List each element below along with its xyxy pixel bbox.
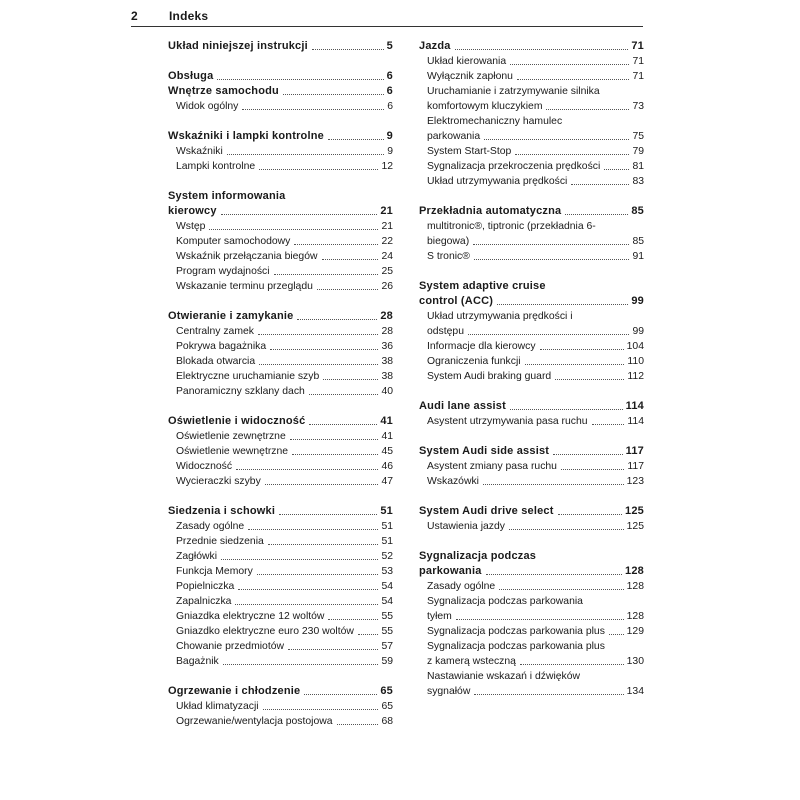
toc-page-number: 65 xyxy=(380,685,393,697)
toc-title: Obsługa xyxy=(168,70,214,82)
toc-entry[interactable] xyxy=(168,324,393,339)
dot-leader xyxy=(259,169,378,170)
toc-title: Oświetlenie wewnętrzne xyxy=(176,446,289,457)
toc-entry[interactable] xyxy=(419,54,644,69)
toc-page-number: 51 xyxy=(380,505,393,517)
toc-title: Widoczność xyxy=(176,461,233,472)
toc-title: Chowanie przedmiotów xyxy=(176,641,285,652)
dot-leader xyxy=(236,469,378,470)
toc-entry[interactable] xyxy=(419,144,644,159)
page-number: 2 xyxy=(131,9,138,23)
dot-leader xyxy=(221,559,378,560)
toc-title: Przekładnia automatyczna xyxy=(419,205,562,217)
toc-left-column xyxy=(168,39,393,729)
toc-heading[interactable] xyxy=(419,444,644,459)
dot-leader xyxy=(258,334,378,335)
dot-leader xyxy=(322,259,379,260)
toc-title: odstępu xyxy=(427,326,464,337)
dot-leader xyxy=(304,694,377,695)
dot-leader xyxy=(604,169,629,170)
dot-leader xyxy=(323,379,378,380)
toc-section xyxy=(168,129,393,174)
dot-leader xyxy=(474,259,630,260)
toc-title: S tronic® xyxy=(427,251,470,262)
toc-title: Układ klimatyzacji xyxy=(176,701,259,712)
toc-entry[interactable] xyxy=(168,384,393,399)
toc-title: Zasady ogólne xyxy=(176,521,245,532)
toc-entry[interactable] xyxy=(419,174,644,189)
toc-page-number: 54 xyxy=(381,581,393,592)
toc-page-number: 99 xyxy=(632,326,644,337)
toc-page-number: 117 xyxy=(627,461,644,472)
toc-page-number: 85 xyxy=(632,236,644,247)
dot-leader xyxy=(553,454,623,455)
dot-leader xyxy=(520,664,624,665)
dot-leader xyxy=(499,589,623,590)
toc-heading[interactable] xyxy=(419,204,644,219)
dot-leader xyxy=(290,439,379,440)
dot-leader xyxy=(217,79,383,80)
toc-title: Audi lane assist xyxy=(419,400,506,412)
toc-entry[interactable] xyxy=(419,99,644,114)
toc-title: Wskaźniki xyxy=(176,146,223,157)
toc-title: System Start-Stop xyxy=(427,146,512,157)
dot-leader xyxy=(270,349,378,350)
toc-title: Wskazanie terminu przeglądu xyxy=(176,281,313,292)
toc-entry[interactable] xyxy=(168,429,393,444)
toc-heading[interactable] xyxy=(419,399,644,414)
toc-entry[interactable] xyxy=(419,249,644,264)
toc-entry[interactable] xyxy=(168,99,393,114)
toc-page-number: 54 xyxy=(381,596,393,607)
toc-page-number: 45 xyxy=(381,446,393,457)
toc-page-number: 22 xyxy=(381,236,393,247)
toc-title: kierowcy xyxy=(168,205,217,217)
toc-title: Ogrzewanie/wentylacja postojowa xyxy=(176,716,333,727)
toc-page-number: 5 xyxy=(386,40,393,52)
toc-title: Jazda xyxy=(419,40,451,52)
toc-heading[interactable] xyxy=(168,504,393,519)
toc-title: Bagażnik xyxy=(176,656,219,667)
toc-entry[interactable] xyxy=(168,279,393,294)
dot-leader xyxy=(263,709,379,710)
toc-heading[interactable] xyxy=(419,564,644,579)
toc-page-number: 117 xyxy=(625,445,644,457)
toc-entry-line: Układ utrzymywania prędkości i xyxy=(427,311,573,322)
toc-entry[interactable] xyxy=(168,459,393,474)
toc-heading-line: System informowania xyxy=(168,190,286,202)
dot-leader xyxy=(525,364,625,365)
toc-heading[interactable] xyxy=(168,414,393,429)
toc-entry-line: Elektromechaniczny hamulec xyxy=(427,116,563,127)
toc-title: Panoramiczny szklany dach xyxy=(176,386,305,397)
toc-page-number: 125 xyxy=(625,505,644,517)
toc-entry[interactable] xyxy=(168,639,393,654)
toc-heading[interactable] xyxy=(168,69,393,84)
toc-title: Ustawienia jazdy xyxy=(427,521,505,532)
toc-entry[interactable] xyxy=(168,594,393,609)
toc-heading-line: Sygnalizacja podczas xyxy=(419,550,537,562)
toc-heading-line: System adaptive cruise xyxy=(419,280,546,292)
toc-page-number: 55 xyxy=(381,626,393,637)
toc-title: Ogrzewanie i chłodzenie xyxy=(168,685,301,697)
toc-entry[interactable] xyxy=(168,444,393,459)
dot-leader xyxy=(279,514,377,515)
toc-section xyxy=(168,39,393,54)
toc-page-number: 9 xyxy=(387,146,393,157)
dot-leader xyxy=(209,229,378,230)
toc-entry[interactable] xyxy=(419,339,644,354)
toc-title: Oświetlenie zewnętrzne xyxy=(176,431,286,442)
toc-title: Lampki kontrolne xyxy=(176,161,256,172)
toc-entry[interactable] xyxy=(168,219,393,234)
toc-title: Gniazdko elektryczne euro 230 woltów xyxy=(176,626,354,637)
dot-leader xyxy=(468,334,629,335)
toc-section xyxy=(168,309,393,399)
toc-page-number: 25 xyxy=(381,266,393,277)
toc-page-number: 53 xyxy=(381,566,393,577)
toc-title: Widok ogólny xyxy=(176,101,239,112)
toc-page-number: 38 xyxy=(381,356,393,367)
toc-entry[interactable] xyxy=(419,654,644,669)
dot-leader xyxy=(248,529,378,530)
dot-leader xyxy=(337,724,379,725)
dot-leader xyxy=(288,649,378,650)
toc-entry[interactable] xyxy=(168,654,393,669)
toc-entry[interactable] xyxy=(168,579,393,594)
toc-title: Oświetlenie i widoczność xyxy=(168,415,306,427)
toc-entry[interactable] xyxy=(168,549,393,564)
toc-title: Wnętrze samochodu xyxy=(168,85,279,97)
toc-title: Otwieranie i zamykanie xyxy=(168,310,294,322)
toc-heading[interactable] xyxy=(168,204,393,219)
toc-page-number: 91 xyxy=(632,251,644,262)
toc-page-number: 110 xyxy=(627,356,644,367)
toc-entry[interactable] xyxy=(168,369,393,384)
dot-leader xyxy=(546,109,629,110)
toc-title: Funkcja Memory xyxy=(176,566,253,577)
toc-page-number: 28 xyxy=(381,326,393,337)
dot-leader xyxy=(515,154,629,155)
toc-page-number: 51 xyxy=(381,536,393,547)
toc-title: System Audi drive select xyxy=(419,505,554,517)
toc-page-number: 65 xyxy=(381,701,393,712)
toc-section xyxy=(419,399,644,429)
dot-leader xyxy=(455,49,629,50)
toc-page-number: 6 xyxy=(387,101,393,112)
toc-entry-line: Sygnalizacja podczas parkowania xyxy=(427,596,583,607)
dot-leader xyxy=(456,619,624,620)
toc-page-number: 46 xyxy=(381,461,393,472)
toc-page-number: 71 xyxy=(632,71,644,82)
toc-entry[interactable] xyxy=(168,474,393,489)
toc-title: Pokrywa bagażnika xyxy=(176,341,267,352)
toc-title: control (ACC) xyxy=(419,295,494,307)
toc-title: Układ utrzymywania prędkości xyxy=(427,176,568,187)
toc-title: biegowa) xyxy=(427,236,470,247)
toc-title: Asystent utrzymywania pasa ruchu xyxy=(427,416,588,427)
toc-page-number: 85 xyxy=(631,205,644,217)
toc-page-number: 123 xyxy=(626,476,644,487)
dot-leader xyxy=(558,514,622,515)
toc-title: z kamerą wsteczną xyxy=(427,656,516,667)
dot-leader xyxy=(283,94,384,95)
toc-entry[interactable] xyxy=(419,69,644,84)
toc-page-number: 83 xyxy=(632,176,644,187)
toc-title: Sygnalizacja przekroczenia prędkości xyxy=(427,161,601,172)
toc-heading[interactable] xyxy=(419,294,644,309)
toc-page-number: 41 xyxy=(380,415,393,427)
toc-section xyxy=(419,39,644,189)
toc-title: Blokada otwarcia xyxy=(176,356,256,367)
toc-page-number: 81 xyxy=(632,161,644,172)
toc-entry[interactable] xyxy=(419,624,644,639)
toc-heading[interactable] xyxy=(168,309,393,324)
dot-leader xyxy=(592,424,625,425)
toc-entry[interactable] xyxy=(419,459,644,474)
toc-section xyxy=(419,549,644,699)
toc-page-number: 114 xyxy=(625,400,644,412)
toc-title: Wycieraczki szyby xyxy=(176,476,261,487)
toc-entry[interactable] xyxy=(168,609,393,624)
toc-title: Asystent zmiany pasa ruchu xyxy=(427,461,557,472)
toc-page-number: 6 xyxy=(386,70,393,82)
dot-leader xyxy=(486,574,623,575)
toc-page-number: 28 xyxy=(380,310,393,322)
toc-title: tyłem xyxy=(427,611,452,622)
dot-leader xyxy=(265,484,379,485)
toc-title: Zagłówki xyxy=(176,551,217,562)
toc-page-number: 24 xyxy=(381,251,393,262)
toc-page-number: 12 xyxy=(381,161,393,172)
dot-leader xyxy=(609,634,624,635)
toc-entry-line: Uruchamianie i zatrzymywanie silnika xyxy=(427,86,600,97)
toc-heading[interactable] xyxy=(168,39,393,54)
toc-section xyxy=(168,189,393,294)
dot-leader xyxy=(555,379,624,380)
dot-leader xyxy=(309,424,377,425)
toc-title: parkowania xyxy=(419,565,482,577)
toc-page-number: 51 xyxy=(381,521,393,532)
toc-entry[interactable] xyxy=(168,534,393,549)
toc-page-number: 79 xyxy=(632,146,644,157)
toc-section xyxy=(419,444,644,489)
dot-leader xyxy=(510,409,623,410)
dot-leader xyxy=(268,544,379,545)
toc-title: Wstęp xyxy=(176,221,206,232)
dot-leader xyxy=(571,184,629,185)
toc-entry[interactable] xyxy=(168,564,393,579)
toc-title: Gniazdka elektryczne 12 woltów xyxy=(176,611,325,622)
dot-leader xyxy=(509,529,624,530)
toc-page-number: 134 xyxy=(626,686,644,697)
toc-heading[interactable] xyxy=(419,504,644,519)
toc-entry[interactable] xyxy=(168,234,393,249)
toc-title: Układ niniejszej instrukcji xyxy=(168,40,308,52)
toc-title: komfortowym kluczykiem xyxy=(427,101,543,112)
toc-title: Program wydajności xyxy=(176,266,270,277)
toc-title: Zapalniczka xyxy=(176,596,232,607)
toc-page-number: 26 xyxy=(381,281,393,292)
toc-section xyxy=(168,504,393,669)
toc-entry[interactable] xyxy=(168,624,393,639)
dot-leader xyxy=(223,664,379,665)
toc-entry[interactable] xyxy=(168,249,393,264)
toc-title: Ograniczenia funkcji xyxy=(427,356,521,367)
dot-leader xyxy=(317,289,379,290)
dot-leader xyxy=(483,484,624,485)
toc-page-number: 112 xyxy=(627,371,644,382)
toc-heading[interactable] xyxy=(168,684,393,699)
toc-title: Popielniczka xyxy=(176,581,235,592)
toc-right-column xyxy=(419,39,644,699)
page-title: Indeks xyxy=(169,9,209,23)
toc-entry[interactable] xyxy=(419,609,644,624)
toc-page-number: 55 xyxy=(381,611,393,622)
toc-entry[interactable] xyxy=(419,684,644,699)
dot-leader xyxy=(235,604,378,605)
dot-leader xyxy=(358,634,379,635)
dot-leader xyxy=(565,214,628,215)
dot-leader xyxy=(474,694,623,695)
dot-leader xyxy=(259,364,378,365)
toc-page-number: 57 xyxy=(381,641,393,652)
toc-page-number: 36 xyxy=(381,341,393,352)
toc-section xyxy=(419,279,644,384)
toc-title: Siedzenia i schowki xyxy=(168,505,276,517)
toc-heading[interactable] xyxy=(168,84,393,99)
toc-page-number: 6 xyxy=(386,85,393,97)
toc-page-number: 128 xyxy=(626,611,644,622)
toc-page-number: 99 xyxy=(631,295,644,307)
dot-leader xyxy=(497,304,628,305)
toc-entry[interactable] xyxy=(419,414,644,429)
toc-entry[interactable] xyxy=(419,324,644,339)
toc-page-number: 9 xyxy=(386,130,393,142)
toc-entry[interactable] xyxy=(419,159,644,174)
toc-page-number: 104 xyxy=(626,341,644,352)
dot-leader xyxy=(274,274,379,275)
dot-leader xyxy=(312,49,384,50)
dot-leader xyxy=(238,589,378,590)
toc-page-number: 71 xyxy=(631,40,644,52)
toc-title: Sygnalizacja podczas parkowania plus xyxy=(427,626,605,637)
toc-page-number: 38 xyxy=(381,371,393,382)
toc-page-number: 21 xyxy=(381,221,393,232)
toc-page-number: 47 xyxy=(381,476,393,487)
toc-page-number: 21 xyxy=(380,205,393,217)
dot-leader xyxy=(294,244,378,245)
toc-page-number: 40 xyxy=(381,386,393,397)
toc-section xyxy=(168,684,393,729)
toc-entry-line: Nastawianie wskazań i dźwięków xyxy=(427,671,581,682)
toc-section xyxy=(168,69,393,114)
dot-leader xyxy=(309,394,379,395)
toc-title: Wskazówki xyxy=(427,476,479,487)
toc-title: Wyłącznik zapłonu xyxy=(427,71,513,82)
toc-heading[interactable] xyxy=(168,129,393,144)
dot-leader xyxy=(257,574,379,575)
dot-leader xyxy=(227,154,384,155)
toc-title: Zasady ogólne xyxy=(427,581,496,592)
dot-leader xyxy=(328,619,378,620)
toc-title: Układ kierowania xyxy=(427,56,507,67)
toc-page-number: 59 xyxy=(381,656,393,667)
toc-section xyxy=(419,504,644,534)
toc-entry[interactable] xyxy=(168,699,393,714)
page-header xyxy=(131,9,643,27)
toc-entry[interactable] xyxy=(168,144,393,159)
toc-heading[interactable] xyxy=(419,39,644,54)
toc-page-number: 71 xyxy=(632,56,644,67)
toc-title: Przednie siedzenia xyxy=(176,536,264,547)
dot-leader xyxy=(540,349,624,350)
toc-section xyxy=(419,204,644,264)
toc-title: Wskaźniki i lampki kontrolne xyxy=(168,130,324,142)
toc-entry[interactable] xyxy=(419,369,644,384)
dot-leader xyxy=(328,139,384,140)
toc-entry[interactable] xyxy=(419,354,644,369)
toc-section xyxy=(168,414,393,489)
toc-page-number: 73 xyxy=(632,101,644,112)
toc-title: Informacje dla kierowcy xyxy=(427,341,536,352)
toc-title: Komputer samochodowy xyxy=(176,236,291,247)
toc-entry[interactable] xyxy=(419,579,644,594)
toc-entry[interactable] xyxy=(168,159,393,174)
dot-leader xyxy=(510,64,629,65)
toc-entry[interactable] xyxy=(419,129,644,144)
toc-entry[interactable] xyxy=(419,234,644,249)
toc-page-number: 68 xyxy=(381,716,393,727)
toc-title: Centralny zamek xyxy=(176,326,254,337)
toc-entry-line: Sygnalizacja podczas parkowania plus xyxy=(427,641,605,652)
toc-page-number: 41 xyxy=(381,431,393,442)
toc-entry-line: multitronic®, tiptronic (przekładnia 6- xyxy=(427,221,596,232)
toc-page-number: 52 xyxy=(381,551,393,562)
toc-page-number: 129 xyxy=(626,626,644,637)
toc-title: parkowania xyxy=(427,131,481,142)
dot-leader xyxy=(561,469,624,470)
dot-leader xyxy=(484,139,629,140)
toc-entry[interactable] xyxy=(168,339,393,354)
toc-entry[interactable] xyxy=(419,519,644,534)
dot-leader xyxy=(242,109,384,110)
toc-page-number: 75 xyxy=(632,131,644,142)
toc-page-number: 114 xyxy=(627,416,644,427)
dot-leader xyxy=(221,214,378,215)
toc-title: Elektryczne uruchamianie szyb xyxy=(176,371,320,382)
dot-leader xyxy=(473,244,629,245)
toc-entry[interactable] xyxy=(168,264,393,279)
toc-page-number: 128 xyxy=(626,581,644,592)
toc-entry[interactable] xyxy=(168,714,393,729)
toc-page-number: 130 xyxy=(626,656,644,667)
toc-page-number: 128 xyxy=(625,565,644,577)
toc-title: System Audi side assist xyxy=(419,445,550,457)
toc-entry[interactable] xyxy=(168,354,393,369)
toc-entry[interactable] xyxy=(419,474,644,489)
dot-leader xyxy=(292,454,378,455)
toc-title: System Audi braking guard xyxy=(427,371,552,382)
dot-leader xyxy=(297,319,377,320)
dot-leader xyxy=(517,79,629,80)
toc-page-number: 125 xyxy=(626,521,644,532)
toc-title: Wskaźnik przełączania biegów xyxy=(176,251,318,262)
toc-title: sygnałów xyxy=(427,686,471,697)
toc-entry[interactable] xyxy=(168,519,393,534)
